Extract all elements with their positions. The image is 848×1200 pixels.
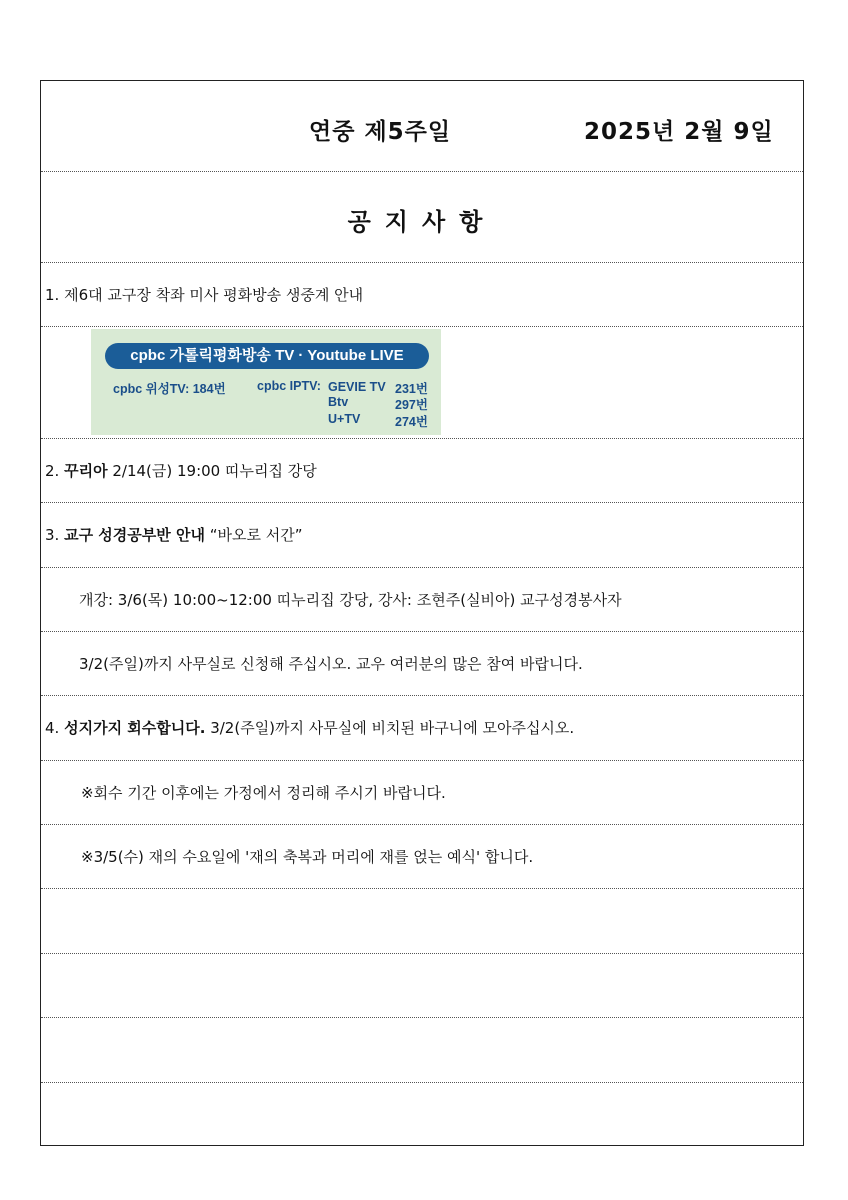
empty-row xyxy=(41,954,803,1018)
header-row xyxy=(41,81,803,172)
banner-headline: cpbc 가톨릭평화방송 TV · Youtube LIVE xyxy=(105,343,429,369)
item-detail: 2/14(금) 19:00 띠누리집 강당 xyxy=(107,462,317,480)
item-3-text xyxy=(45,524,302,545)
item-3-schedule: 개강: 3/6(목) 10:00~12:00 띠누리집 강당, 강사: 조현주(실비아) 교구성경봉사자 xyxy=(79,591,622,609)
channel-name: GEVIE TV xyxy=(328,380,386,394)
item-3-signup: 3/2(주일)까지 사무실로 신청해 주십시오. 교우 여러분의 많은 참여 바랍니다. xyxy=(79,655,583,673)
list-item xyxy=(41,263,803,327)
channel-number: 231번 xyxy=(395,382,428,396)
banner-iptv-label: cpbc IPTV: xyxy=(257,379,321,393)
list-item xyxy=(41,503,803,568)
item-2-text xyxy=(45,460,317,481)
list-item xyxy=(41,568,803,632)
list-item xyxy=(41,825,803,889)
notice-sheet xyxy=(40,80,804,1146)
item-heading: 성지가지 회수합니다. xyxy=(64,719,206,737)
empty-row xyxy=(41,1018,803,1083)
item-number: 3. xyxy=(45,526,65,544)
empty-row xyxy=(41,889,803,954)
item-4-text xyxy=(45,717,574,738)
empty-row xyxy=(41,1083,803,1145)
item-4-note-2: ※3/5(수) 재의 수요일에 '재의 축복과 머리에 재를 얹는 예식' 합니다. xyxy=(81,848,534,866)
item-1-text: 1. 제6대 교구장 착좌 미사 평화방송 생중계 안내 xyxy=(45,286,364,304)
list-item xyxy=(41,696,803,761)
banner-row xyxy=(41,327,803,439)
notice-title-row xyxy=(41,172,803,263)
item-4-note-1: ※회수 기간 이후에는 가정에서 정리해 주시기 바랍니다. xyxy=(81,784,446,802)
broadcast-banner xyxy=(91,329,441,435)
banner-satellite: cpbc 위성TV: 184번 xyxy=(113,382,226,396)
channel-name: Btv xyxy=(328,395,349,409)
item-detail: 3/2(주일)까지 사무실에 비치된 바구니에 모아주십시오. xyxy=(205,719,575,737)
list-item xyxy=(41,761,803,825)
list-item xyxy=(41,439,803,503)
item-number: 2. xyxy=(45,462,65,480)
date-label: 2025년 2월 9일 xyxy=(584,119,774,145)
item-detail: “바오로 서간” xyxy=(204,526,303,544)
list-item xyxy=(41,632,803,696)
item-heading: 교구 성경공부반 안내 xyxy=(64,526,205,544)
sunday-title: 연중 제5주일 xyxy=(309,119,452,145)
channel-number: 274번 xyxy=(395,415,428,429)
item-heading: 꾸리아 xyxy=(64,462,108,480)
item-number: 4. xyxy=(45,719,65,737)
channel-name: U+TV xyxy=(328,412,361,426)
page-title: 공지사항 xyxy=(347,208,497,236)
channel-number: 297번 xyxy=(395,398,428,412)
